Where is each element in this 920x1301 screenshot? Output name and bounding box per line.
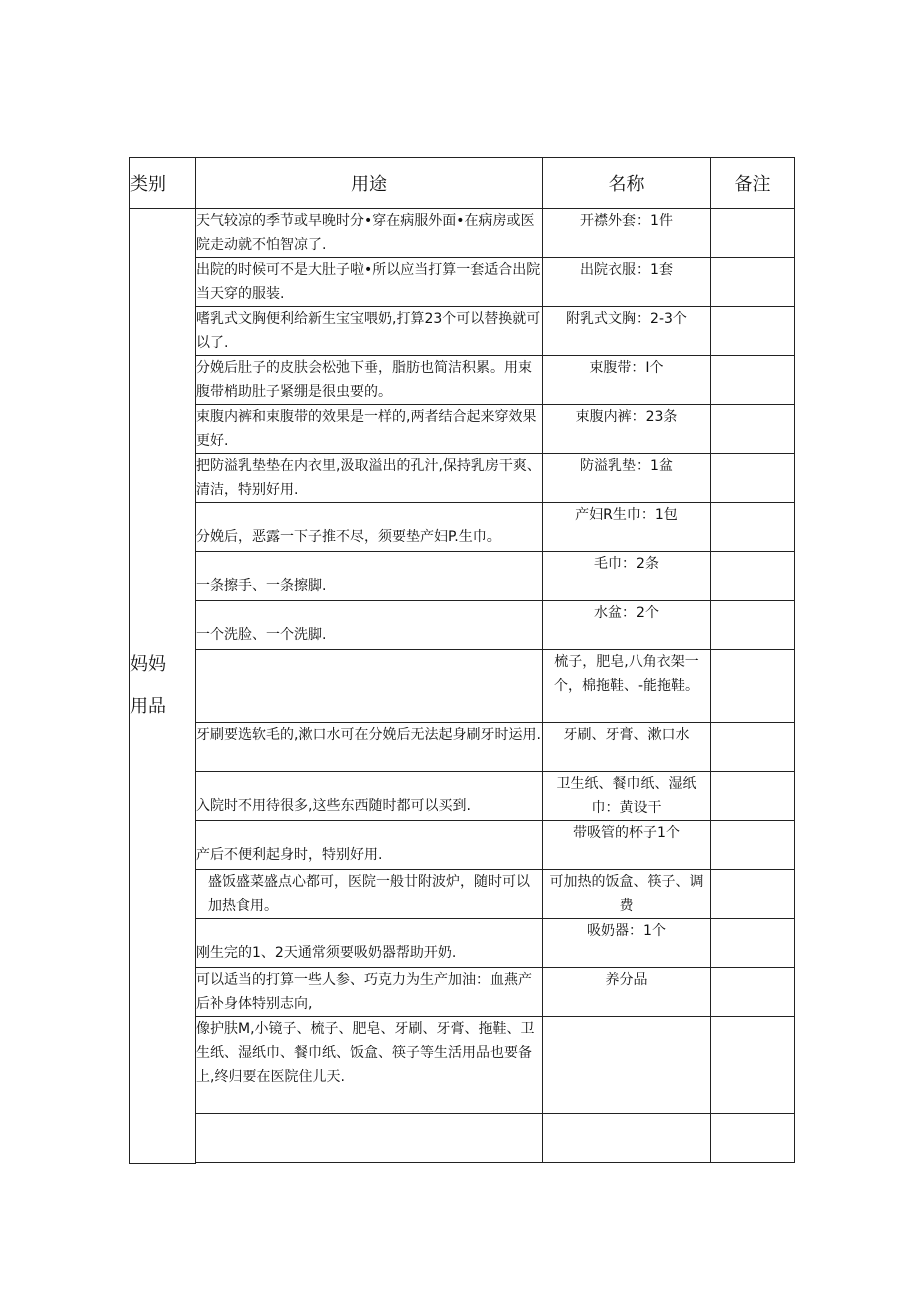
name-cell: 带吸管的杯子1个 xyxy=(543,821,711,870)
table-row xyxy=(130,772,795,821)
name-cell: 出院衣服：1套 xyxy=(543,258,711,307)
table-row xyxy=(130,968,795,1017)
note-cell xyxy=(711,821,795,870)
use-cell: 可以适当的打算一些人参、巧克力为生产加油：血燕产后补身体特别志向, xyxy=(196,968,543,1017)
table-row xyxy=(130,821,795,870)
header-use: 用途 xyxy=(196,158,543,209)
table-row xyxy=(130,723,795,772)
use-cell: 分娩后肚子的皮肤会松弛下垂，脂肪也简洁积累。用束腹带梢助肚子紧绷是很虫要的。 xyxy=(196,356,543,405)
name-cell: 防溢乳垫：1盆 xyxy=(543,454,711,503)
use-cell: 天气较凉的季节或早晚时分•穿在病服外面•在病房或医院走动就不怕智凉了. xyxy=(196,209,543,258)
category-cell xyxy=(130,209,196,1164)
note-cell xyxy=(711,1114,795,1163)
name-cell: 养分品 xyxy=(543,968,711,1017)
category-line-1: 妈妈 xyxy=(130,653,166,675)
table-row xyxy=(130,454,795,503)
table-row xyxy=(130,307,795,356)
category-line-2: 用品 xyxy=(130,695,166,717)
use-cell: 出院的时候可不是大肚子啦•所以应当打算一套适合出院当天穿的服装. xyxy=(196,258,543,307)
name-cell: 可加热的饭盒、筷子、调费 xyxy=(543,870,711,919)
note-cell xyxy=(711,503,795,552)
use-cell: 盛饭盛菜盛点心都可，医院一般廿附波炉，随时可以加热食用。 xyxy=(196,870,543,919)
header-note: 备注 xyxy=(711,158,795,209)
header-category: 类别 xyxy=(130,158,196,209)
table-row xyxy=(130,870,795,919)
name-cell xyxy=(543,1114,711,1163)
name-cell: 开襟外套：1件 xyxy=(543,209,711,258)
use-cell: 一个洗脸、一个洗脚. xyxy=(196,601,543,650)
note-cell xyxy=(711,405,795,454)
note-cell xyxy=(711,454,795,503)
table-row xyxy=(130,552,795,601)
note-cell xyxy=(711,209,795,258)
table-row xyxy=(130,258,795,307)
use-cell xyxy=(196,1114,543,1163)
name-cell: 梳子，肥皂,八角衣架一个，棉拖鞋、-能拖鞋。 xyxy=(543,650,711,723)
supplies-table xyxy=(129,157,795,1164)
name-cell: 水盆：2个 xyxy=(543,601,711,650)
use-cell: 刚生完的1、2天通常须要吸奶器帮助开奶. xyxy=(196,919,543,968)
note-cell xyxy=(711,356,795,405)
header-row xyxy=(130,158,795,209)
table-row xyxy=(130,503,795,552)
table-row xyxy=(130,650,795,723)
table-row xyxy=(130,1114,795,1163)
note-cell xyxy=(711,307,795,356)
name-cell: 牙刷、牙膏、漱口水 xyxy=(543,723,711,772)
note-cell xyxy=(711,772,795,821)
table-row xyxy=(130,1017,795,1114)
note-cell xyxy=(711,650,795,723)
note-cell xyxy=(711,552,795,601)
note-cell xyxy=(711,258,795,307)
name-cell: 吸奶器：1个 xyxy=(543,919,711,968)
name-cell: 毛巾：2条 xyxy=(543,552,711,601)
table-row xyxy=(130,919,795,968)
note-cell xyxy=(711,919,795,968)
name-cell: 束腹内裤：23条 xyxy=(543,405,711,454)
use-cell: 分娩后，恶露一下子推不尽，须要垫产妇P.生巾。 xyxy=(196,503,543,552)
name-cell: 产妇R生巾：1包 xyxy=(543,503,711,552)
table-row xyxy=(130,356,795,405)
use-cell: 嗜乳式文胸便利给新生宝宝喂奶,打算23个可以替换就可以了. xyxy=(196,307,543,356)
table-row xyxy=(130,209,795,258)
note-cell xyxy=(711,601,795,650)
name-cell: 附乳式文胸：2-3个 xyxy=(543,307,711,356)
table-row xyxy=(130,601,795,650)
header-name: 名称 xyxy=(543,158,711,209)
use-cell: 牙刷要选软毛的,漱口水可在分娩后无法起身刷牙时运用. xyxy=(196,723,543,772)
note-cell xyxy=(711,968,795,1017)
use-cell: 束腹内裤和束腹带的效果是一样的,两者结合起来穿效果更好. xyxy=(196,405,543,454)
note-cell xyxy=(711,723,795,772)
table-row xyxy=(130,405,795,454)
use-cell: 像护肤M,小镜子、梳子、肥皂、牙刷、牙膏、拖鞋、卫生纸、湿纸巾、餐巾纸、饭盒、筷子等生活用品也要备上,终归要在医院住儿天. xyxy=(196,1017,543,1114)
name-cell: 卫生纸、餐巾纸、湿纸巾：黄设干 xyxy=(543,772,711,821)
use-cell: 一条擦手、一条擦脚. xyxy=(196,552,543,601)
name-cell: 束腹带：I个 xyxy=(543,356,711,405)
use-cell: 入院时不用待很多,这些东西随时都可以买到. xyxy=(196,772,543,821)
use-cell: 把防溢乳垫垫在内衣里,汲取溢出的孔汁,保持乳房干爽、清洁，特别好用. xyxy=(196,454,543,503)
use-cell xyxy=(196,650,543,723)
note-cell xyxy=(711,870,795,919)
name-cell xyxy=(543,1017,711,1114)
use-cell: 产后不便利起身时，特别好用. xyxy=(196,821,543,870)
note-cell xyxy=(711,1017,795,1114)
